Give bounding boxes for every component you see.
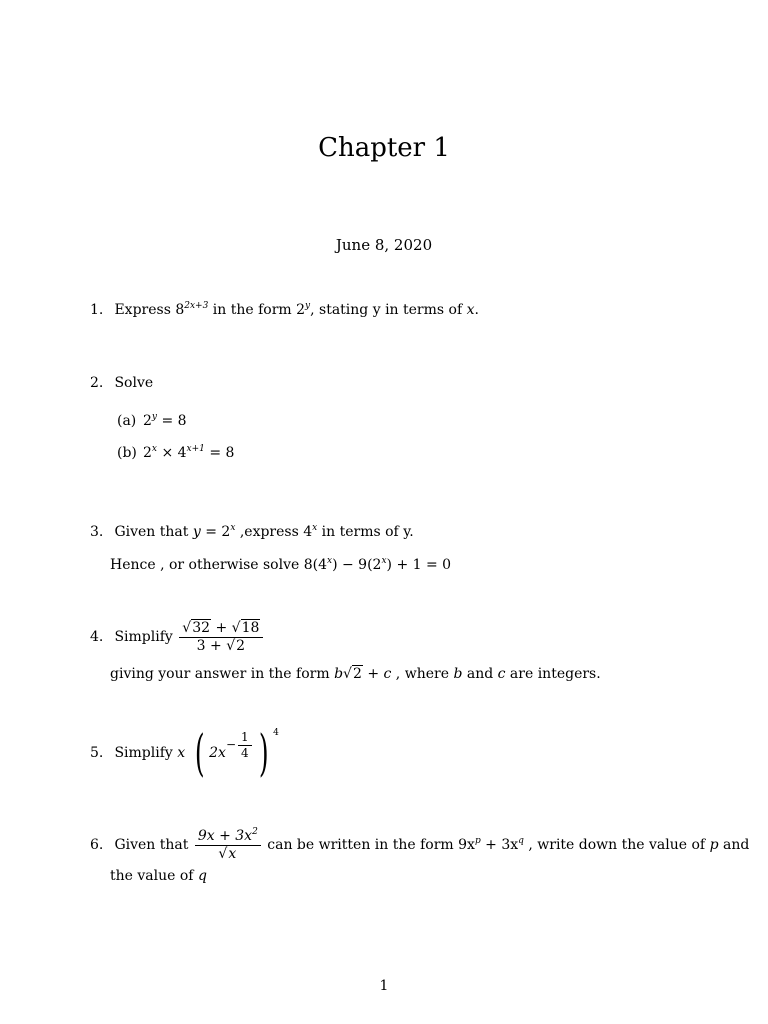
exponent: x [230,523,236,533]
question-text: giving your answer in the form [110,666,335,682]
variable: c [497,666,506,682]
question-text: , where [391,666,454,682]
math: = 2 [200,524,231,540]
exponent: 2x+3 [184,301,209,311]
question-5 [90,724,279,782]
variable: y [192,524,201,540]
variable: c [383,666,392,682]
question-4-line2: giving your answer in the form b√2 + c , where b and c are integers. [110,666,601,682]
question-6 [90,828,749,862]
exponent: y [151,412,158,422]
exponent: x [381,556,387,566]
question-text: ,express 4 [235,524,313,540]
question-text: can be written in the form 9x [267,837,475,853]
question-6-line2 [110,868,207,884]
radicand: 2 [236,638,246,654]
question-1 [90,302,479,318]
question-text: are integers. [505,666,601,682]
math: + [211,620,232,636]
question-4 [90,620,265,654]
question-3-line2 [110,557,451,573]
math: 2 [143,413,152,429]
numerator: 1 [238,730,252,746]
question-text: in the form 2 [208,302,306,318]
denominator: √x [218,846,237,862]
numerator: √32 + √18 [179,620,263,638]
date: June 8, 2020 [335,236,433,254]
question-text: Given that [114,837,189,853]
math: 2 [143,445,152,461]
part-label: (a) [117,413,137,429]
radicand: 2 [352,666,362,682]
question-3 [90,524,414,540]
part-label: (b) [117,445,137,461]
fraction [179,620,263,654]
denominator: 4 [241,746,249,760]
question-text: and [718,837,750,853]
exponent: x [312,523,318,533]
radicand: 32 [192,620,211,636]
question-2 [90,375,153,391]
right-parenthesis: ) [258,724,269,782]
fraction [238,730,252,760]
exponent: q [518,836,524,846]
left-parenthesis: ( [194,724,205,782]
math: 3 + [196,638,227,654]
variable: b [334,666,344,682]
math: + 3x [480,837,519,853]
question-number: 2. [90,375,104,391]
variable: p [709,837,719,853]
question-text: and [462,666,498,682]
variable: x [177,745,186,761]
question-text: in terms of y. [317,524,414,540]
variable: x [466,302,475,318]
punctuation: . [474,302,479,318]
exponent: y [305,301,311,311]
math: = 8 [204,445,235,461]
page-title: Chapter 1 [318,133,450,163]
denominator: 3 + √2 [196,638,246,654]
math: 9x + 3x [197,828,253,844]
question-text: Given that [114,524,193,540]
radicand: 18 [241,620,260,636]
math: × 4 [157,445,187,461]
radicand: x [228,846,237,862]
question-2b [117,445,234,461]
exponent: x [327,556,333,566]
math: ) − 9(2 [332,557,382,573]
fraction [195,828,261,862]
question-number: 3. [90,524,104,540]
question-2a [117,413,187,429]
exponent: x [151,444,157,454]
math: ) + 1 = 0 [386,557,452,573]
exponent: 4 [273,728,279,738]
variable: b [453,666,463,682]
question-text: , write down the value of [523,837,710,853]
math: + [362,666,384,682]
question-number: 6. [90,837,104,853]
math: = 8 [157,413,187,429]
question-text: Express 8 [114,302,185,318]
question-text: , stating y in terms of [310,302,467,318]
question-text: Solve [114,375,154,391]
exponent: p [474,836,481,846]
minus-sign: − [225,737,237,752]
fractional-exponent [226,730,254,760]
page-number: 1 [379,978,389,994]
question-text: the value of [110,868,198,884]
question-text: Simplify [114,629,173,645]
question-number: 1. [90,302,104,318]
question-number: 5. [90,745,104,761]
exponent: 2 [252,827,258,837]
question-number: 4. [90,629,104,645]
question-text: Simplify [114,745,178,761]
variable: q [197,868,207,884]
math: 2x [209,745,226,761]
exponent: x+1 [186,444,205,454]
numerator [195,828,261,846]
question-text: Hence , or otherwise solve 8(4 [110,557,327,573]
